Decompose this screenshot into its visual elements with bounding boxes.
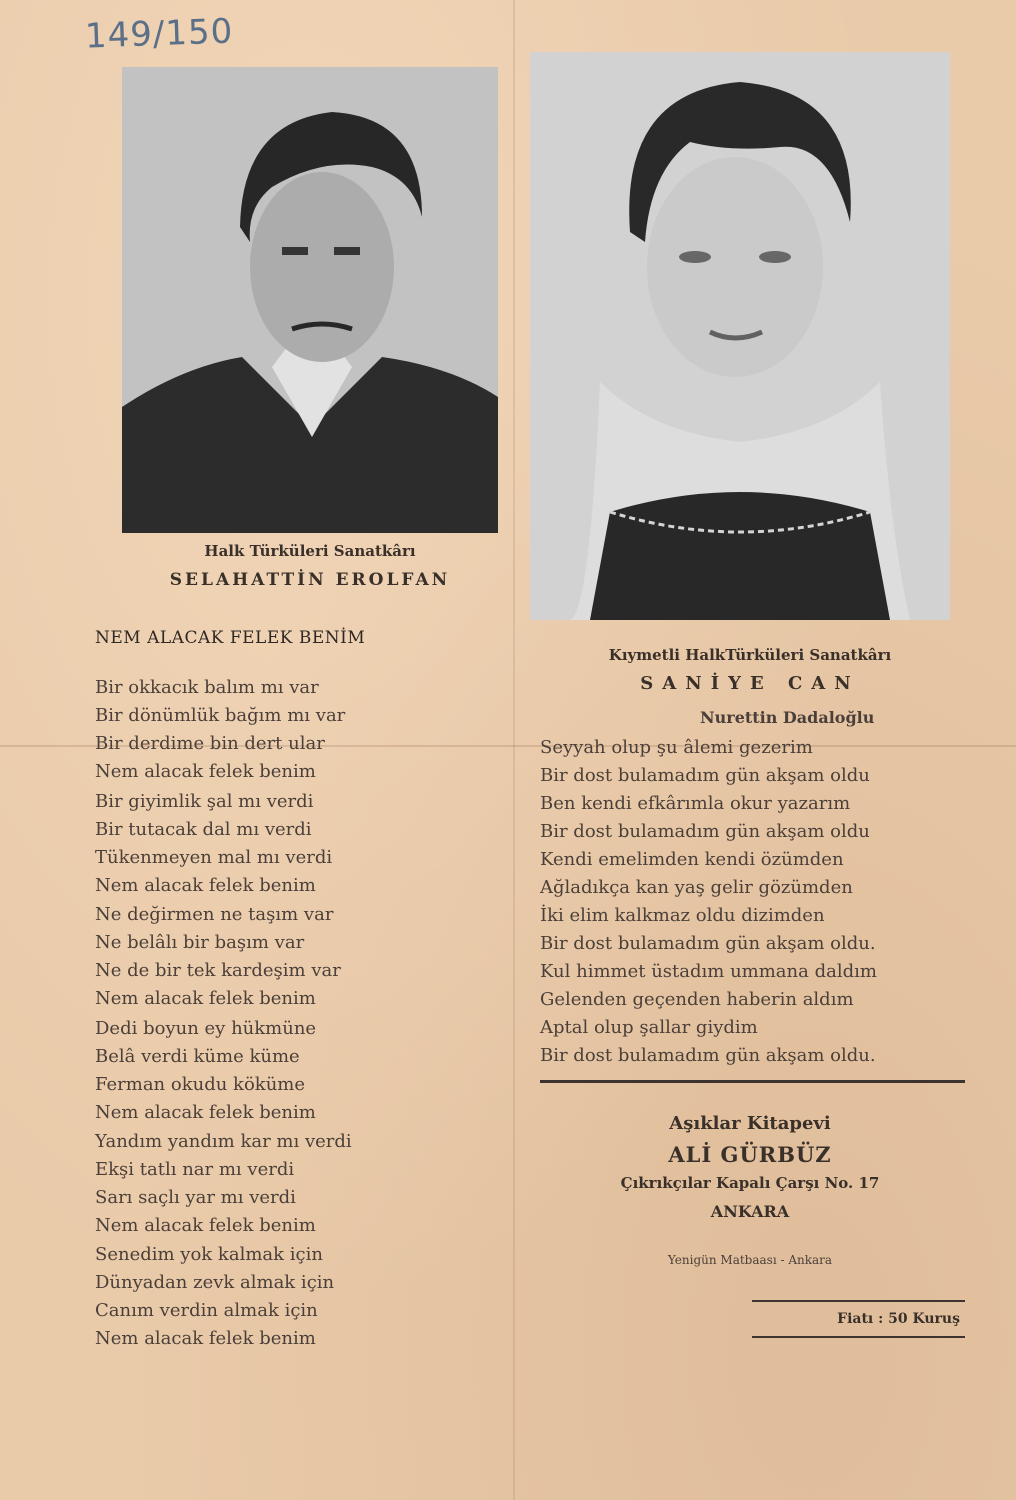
- portrait-male-photo: [122, 67, 498, 533]
- stanza-5: [95, 1128, 352, 1240]
- poem-line: Ne belâlı bir başım var: [95, 932, 305, 953]
- poem-line: Dedi boyun ey hükmüne: [95, 1018, 317, 1039]
- poem-line: Nem alacak felek benim: [95, 1215, 316, 1236]
- poem-line: Ne de bir tek kardeşim var: [95, 960, 341, 981]
- right-artist-name: SANİYE CAN: [640, 673, 860, 694]
- right-poem: [540, 734, 877, 1070]
- poem-line: Tükenmeyen mal mı verdi: [95, 847, 333, 868]
- fold-crease-vertical: [513, 0, 515, 1500]
- stanza-3: [95, 901, 341, 1013]
- poem-line: Ekşi tatlı nar mı verdi: [95, 1159, 295, 1180]
- poem-line: Bir dönümlük bağım mı var: [95, 705, 346, 726]
- publisher-city: ANKARA: [710, 1202, 790, 1221]
- poem-line: Bir dost bulamadım gün akşam oldu: [540, 765, 870, 786]
- poem-line: Sarı saçlı yar mı verdi: [95, 1187, 296, 1208]
- poem-line: Nem alacak felek benim: [95, 1328, 316, 1349]
- poem-line: Canım verdin almak için: [95, 1300, 318, 1321]
- price-label: Fiatı : 50 Kuruş: [837, 1311, 960, 1327]
- poem-line: Bir giyimlik şal mı verdi: [95, 791, 314, 812]
- price-rule-top: [752, 1300, 965, 1302]
- right-artist-role: Kıymetli HalkTürküleri Sanatkârı: [608, 646, 892, 664]
- poem-line: Dünyadan zevk almak için: [95, 1272, 335, 1293]
- poem-line: Bir dost bulamadım gün akşam oldu.: [540, 933, 876, 954]
- stanza-2: [95, 788, 332, 900]
- poem-line: Ne değirmen ne taşım var: [95, 904, 334, 925]
- archive-mark: 149/150: [84, 11, 234, 57]
- poem-line: Ağladıkça kan yaş gelir gözümden: [540, 877, 853, 898]
- poem-line: Bir derdime bin dert ular: [95, 733, 325, 754]
- publisher-address: Çıkrıkçılar Kapalı Çarşı No. 17: [620, 1174, 880, 1192]
- poem-line: Kul himmet üstadım ummana daldım: [540, 961, 877, 982]
- publisher-name: Aşıklar Kitapevi: [669, 1113, 831, 1134]
- left-artist-name: SELAHATTİN EROLFAN: [169, 570, 451, 590]
- poem-line: Bir dost bulamadım gün akşam oldu: [540, 821, 870, 842]
- printer-name: Yenigün Matbaası - Ankara: [667, 1253, 833, 1267]
- poem-line: Seyyah olup şu âlemi gezerim: [540, 737, 813, 758]
- stanza-4: [95, 1015, 316, 1127]
- poem-line: Ferman okudu köküme: [95, 1074, 306, 1095]
- divider-rule: [540, 1080, 965, 1083]
- poem-line: Aptal olup şallar giydim: [540, 1017, 758, 1038]
- poem-line: Bir dost bulamadım gün akşam oldu.: [540, 1045, 876, 1066]
- left-artist-role: Halk Türküleri Sanatkârı: [204, 542, 416, 560]
- poem-line: Kendi emelimden kendi özümden: [540, 849, 844, 870]
- portrait-female-photo: [530, 52, 950, 620]
- poem-line: Yandım yandım kar mı verdi: [95, 1131, 352, 1152]
- poem-line: Nem alacak felek benim: [95, 988, 316, 1009]
- publisher-owner: ALİ GÜRBÜZ: [668, 1142, 832, 1167]
- poem-line: Nem alacak felek benim: [95, 1102, 316, 1123]
- poem-line: İki elim kalkmaz oldu dizimden: [540, 905, 825, 926]
- poem-line: Bir okkacık balım mı var: [95, 677, 319, 698]
- song-title: NEM ALACAK FELEK BENİM: [95, 628, 366, 648]
- poem-line: Ben kendi efkârımla okur yazarım: [540, 793, 851, 814]
- poem-line: Bir tutacak dal mı verdi: [95, 819, 312, 840]
- stanza-1: [95, 674, 345, 786]
- poem-line: Senedim yok kalmak için: [95, 1244, 323, 1265]
- poem-line: Gelenden geçenden haberin aldım: [540, 989, 854, 1010]
- poem-author: Nurettin Dadaloğlu: [700, 708, 875, 727]
- price-rule-bottom: [752, 1336, 965, 1338]
- poem-line: Nem alacak felek benim: [95, 875, 316, 896]
- poem-line: Nem alacak felek benim: [95, 761, 316, 782]
- stanza-6: [95, 1241, 334, 1353]
- poem-line: Belâ verdi küme küme: [95, 1046, 300, 1067]
